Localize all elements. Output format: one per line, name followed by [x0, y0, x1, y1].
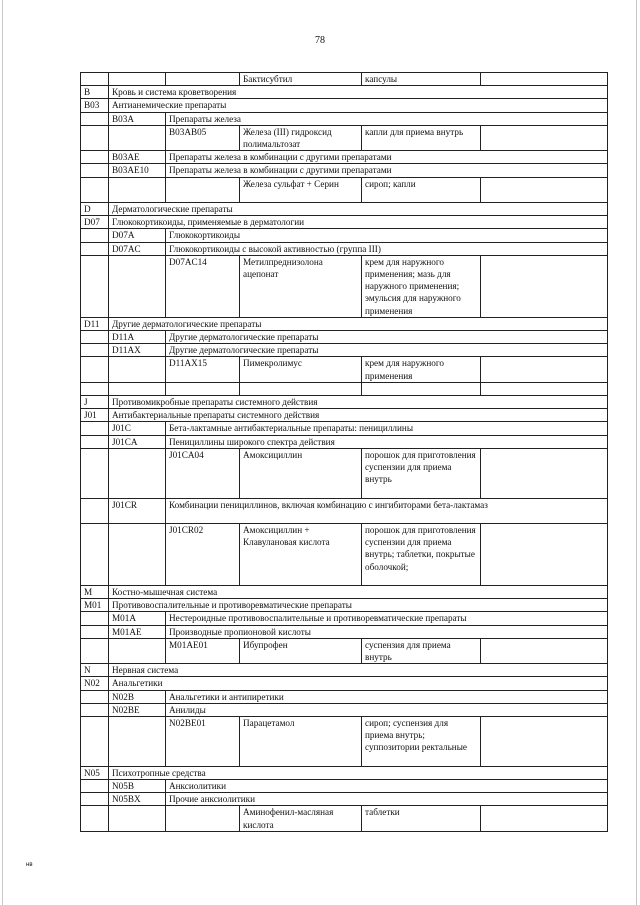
table-row [81, 382, 608, 395]
empty-cell [81, 73, 109, 86]
atc-code-cell: J01CR02 [166, 524, 240, 586]
group-name-cell: Глюкокортикоиды с высокой активностью (группа III) [166, 242, 608, 255]
empty-cell [481, 524, 608, 586]
table-row [81, 498, 608, 523]
table-row [81, 357, 608, 382]
table-row [81, 625, 608, 638]
atc-code-cell: B [81, 86, 109, 99]
empty-cell [81, 448, 109, 498]
atc-code-cell: N05BX [109, 793, 166, 806]
empty-cell [81, 498, 109, 523]
table-row [81, 242, 608, 255]
group-name-cell: Прочие анксиолитики [166, 793, 608, 806]
empty-cell [109, 524, 166, 586]
atc-code-cell: D [81, 203, 109, 216]
empty-cell [481, 125, 608, 150]
table-row [81, 203, 608, 216]
table-row [81, 99, 608, 112]
dosage-form-cell: таблетки [362, 806, 481, 831]
group-name-cell: Нервная система [109, 664, 608, 677]
atc-code-cell: N02 [81, 677, 109, 690]
group-name-cell: Анксиолитики [166, 780, 608, 793]
dosage-form-cell: сироп; капли [362, 177, 481, 202]
empty-cell [81, 638, 109, 663]
empty-cell [481, 448, 608, 498]
atc-code-cell: D07A [109, 229, 166, 242]
drug-name-cell: Пимекролимус [240, 357, 362, 382]
atc-code-cell: N05 [81, 766, 109, 779]
table-row [81, 690, 608, 703]
empty-cell [81, 242, 109, 255]
atc-code-cell: J01CA [109, 435, 166, 448]
atc-code-cell: M [81, 586, 109, 599]
group-name-cell: Анальгетики [109, 677, 608, 690]
atc-code-cell: N02B [109, 690, 166, 703]
drug-name-cell: Аминофенил-масляная кислота [240, 806, 362, 831]
empty-cell [81, 357, 109, 382]
empty-cell [81, 229, 109, 242]
group-name-cell: Анальгетики и антипиретики [166, 690, 608, 703]
group-name-cell: Анилиды [166, 703, 608, 716]
table-row [81, 164, 608, 177]
empty-cell [81, 331, 109, 344]
page-number: 78 [315, 35, 325, 46]
empty-cell [166, 382, 240, 395]
empty-cell [109, 448, 166, 498]
table-row [81, 638, 608, 663]
atc-code-cell: B03AE10 [109, 164, 166, 177]
table-row [81, 409, 608, 422]
group-name-cell: Другие дерматологические препараты [166, 331, 608, 344]
atc-code-cell: J01CR [109, 498, 166, 523]
empty-cell [240, 382, 362, 395]
group-name-cell: Производные пропионовой кислоты [166, 625, 608, 638]
atc-code-cell: M01AE [109, 625, 166, 638]
empty-cell [81, 177, 109, 202]
empty-cell [481, 357, 608, 382]
atc-code-cell: D07AC [109, 242, 166, 255]
empty-cell [109, 255, 166, 317]
drug-name-cell: Железа сульфат + Серин [240, 177, 362, 202]
atc-code-cell: J [81, 396, 109, 409]
atc-code-cell: M01 [81, 599, 109, 612]
group-name-cell: Пенициллины широкого спектра действия [166, 435, 608, 448]
empty-cell [109, 382, 166, 395]
empty-cell [481, 806, 608, 831]
table-row [81, 331, 608, 344]
empty-cell [81, 780, 109, 793]
group-name-cell: Препараты железа в комбинации с другими препаратами [166, 151, 608, 164]
drug-name-cell: Ибупрофен [240, 638, 362, 663]
empty-cell [481, 255, 608, 317]
empty-cell [81, 625, 109, 638]
scan-edge-right [636, 0, 637, 905]
table-row [81, 177, 608, 202]
table-row [81, 255, 608, 317]
atc-code-cell: D11A [109, 331, 166, 344]
table-body [81, 73, 608, 832]
empty-cell [81, 717, 109, 767]
drug-name-cell: Железа (III) гидроксид полимальтозат [240, 125, 362, 150]
table-row [81, 717, 608, 767]
group-name-cell: Препараты железа [166, 112, 608, 125]
empty-cell [109, 125, 166, 150]
atc-drug-table [80, 72, 608, 832]
drug-name-cell: Амоксициллин [240, 448, 362, 498]
empty-cell [109, 73, 166, 86]
group-name-cell: Противомикробные препараты системного действия [109, 396, 608, 409]
empty-cell [362, 382, 481, 395]
atc-code-cell [166, 806, 240, 831]
group-name-cell: Антианемические препараты [109, 99, 608, 112]
scan-edge-left [2, 0, 3, 905]
dosage-form-cell: крем для наружного применения [362, 357, 481, 382]
empty-cell [109, 177, 166, 202]
dosage-form-cell: суспензия для приема внутрь [362, 638, 481, 663]
drug-name-cell: Амоксициллин + Клавулановая кислота [240, 524, 362, 586]
empty-cell [109, 806, 166, 831]
table-row [81, 766, 608, 779]
table-row [81, 780, 608, 793]
group-name-cell: Глюкокортикоиды [166, 229, 608, 242]
empty-cell [109, 638, 166, 663]
empty-cell [81, 422, 109, 435]
group-name-cell: Другие дерматологические препараты [166, 344, 608, 357]
atc-code-cell: B03 [81, 99, 109, 112]
empty-cell [481, 177, 608, 202]
empty-cell [481, 382, 608, 395]
table-row [81, 524, 608, 586]
empty-cell [481, 717, 608, 767]
empty-cell [81, 112, 109, 125]
empty-cell [81, 125, 109, 150]
atc-code-cell: J01CA04 [166, 448, 240, 498]
table-row [81, 677, 608, 690]
dosage-form-cell: порошок для приготовления суспензии для приема внутрь [362, 448, 481, 498]
atc-code-cell: D11 [81, 317, 109, 330]
table-row [81, 599, 608, 612]
atc-code-cell: N05B [109, 780, 166, 793]
footer-mark: нв [26, 862, 33, 868]
empty-cell [81, 690, 109, 703]
atc-code-cell: M01AE01 [166, 638, 240, 663]
empty-cell [81, 164, 109, 177]
drug-name-cell: Бактисубтил [240, 73, 362, 86]
group-name-cell: Бета-лактамные антибактериальные препараты: пенициллины [166, 422, 608, 435]
atc-code-cell: M01A [109, 612, 166, 625]
table-row [81, 422, 608, 435]
atc-code-cell [166, 73, 240, 86]
table-row [81, 112, 608, 125]
group-name-cell: Препараты железа в комбинации с другими препаратами [166, 164, 608, 177]
table-row [81, 586, 608, 599]
table-row [81, 151, 608, 164]
atc-code-cell: B03AE [109, 151, 166, 164]
table-row [81, 344, 608, 357]
atc-code-cell: D11AX [109, 344, 166, 357]
empty-cell [81, 344, 109, 357]
group-name-cell: Глюкокортикоиды, применяемые в дерматологии [109, 216, 608, 229]
dosage-form-cell: порошок для приготовления суспензии для приема внутрь; таблетки, покрытые оболочкой; [362, 524, 481, 586]
empty-cell [81, 524, 109, 586]
table-row [81, 448, 608, 498]
empty-cell [81, 255, 109, 317]
group-name-cell: Противовоспалительные и противоревматические препараты [109, 599, 608, 612]
group-name-cell: Комбинации пенициллинов, включая комбинацию с ингибиторами бета-лактамаз [166, 498, 608, 523]
empty-cell [481, 638, 608, 663]
drug-name-cell: Парацетамол [240, 717, 362, 767]
table-row [81, 435, 608, 448]
atc-code-cell [166, 177, 240, 202]
drug-name-cell: Метилпреднизолона ацепонат [240, 255, 362, 317]
empty-cell [81, 612, 109, 625]
atc-code-cell: B03A [109, 112, 166, 125]
empty-cell [81, 703, 109, 716]
empty-cell [81, 793, 109, 806]
dosage-form-cell: крем для наружного применения; мазь для наружного применения; эмульсия для наружного применения [362, 255, 481, 317]
dosage-form-cell: капсулы [362, 73, 481, 86]
group-name-cell: Нестероидные противовоспалительные и противоревматические препараты [166, 612, 608, 625]
dosage-form-cell: сироп; суспензия для приема внутрь; суппозитории ректальные [362, 717, 481, 767]
group-name-cell: Психотропные средства [109, 766, 608, 779]
group-name-cell: Костно-мышечная система [109, 586, 608, 599]
table-row [81, 86, 608, 99]
table-row [81, 703, 608, 716]
table-row [81, 216, 608, 229]
atc-code-cell: B03AB05 [166, 125, 240, 150]
table-row [81, 73, 608, 86]
atc-code-cell: N [81, 664, 109, 677]
atc-code-cell: N02BE01 [166, 717, 240, 767]
atc-code-cell: N02BE [109, 703, 166, 716]
empty-cell [81, 806, 109, 831]
empty-cell [81, 435, 109, 448]
dosage-form-cell: капли для приема внутрь [362, 125, 481, 150]
empty-cell [81, 151, 109, 164]
table-row [81, 806, 608, 831]
table-row [81, 396, 608, 409]
table-row [81, 229, 608, 242]
empty-cell [109, 717, 166, 767]
table-row [81, 317, 608, 330]
empty-cell [109, 357, 166, 382]
group-name-cell: Дерматологические препараты [109, 203, 608, 216]
atc-code-cell: D07AC14 [166, 255, 240, 317]
group-name-cell: Кровь и система кроветворения [109, 86, 608, 99]
table-row [81, 125, 608, 150]
group-name-cell: Другие дерматологические препараты [109, 317, 608, 330]
atc-code-cell: J01 [81, 409, 109, 422]
atc-code-cell: D11AX15 [166, 357, 240, 382]
table-row [81, 664, 608, 677]
atc-code-cell: D07 [81, 216, 109, 229]
group-name-cell: Антибактериальные препараты системного действия [109, 409, 608, 422]
atc-code-cell: J01C [109, 422, 166, 435]
empty-cell [81, 382, 109, 395]
table-row [81, 612, 608, 625]
table-row [81, 793, 608, 806]
empty-cell [481, 73, 608, 86]
